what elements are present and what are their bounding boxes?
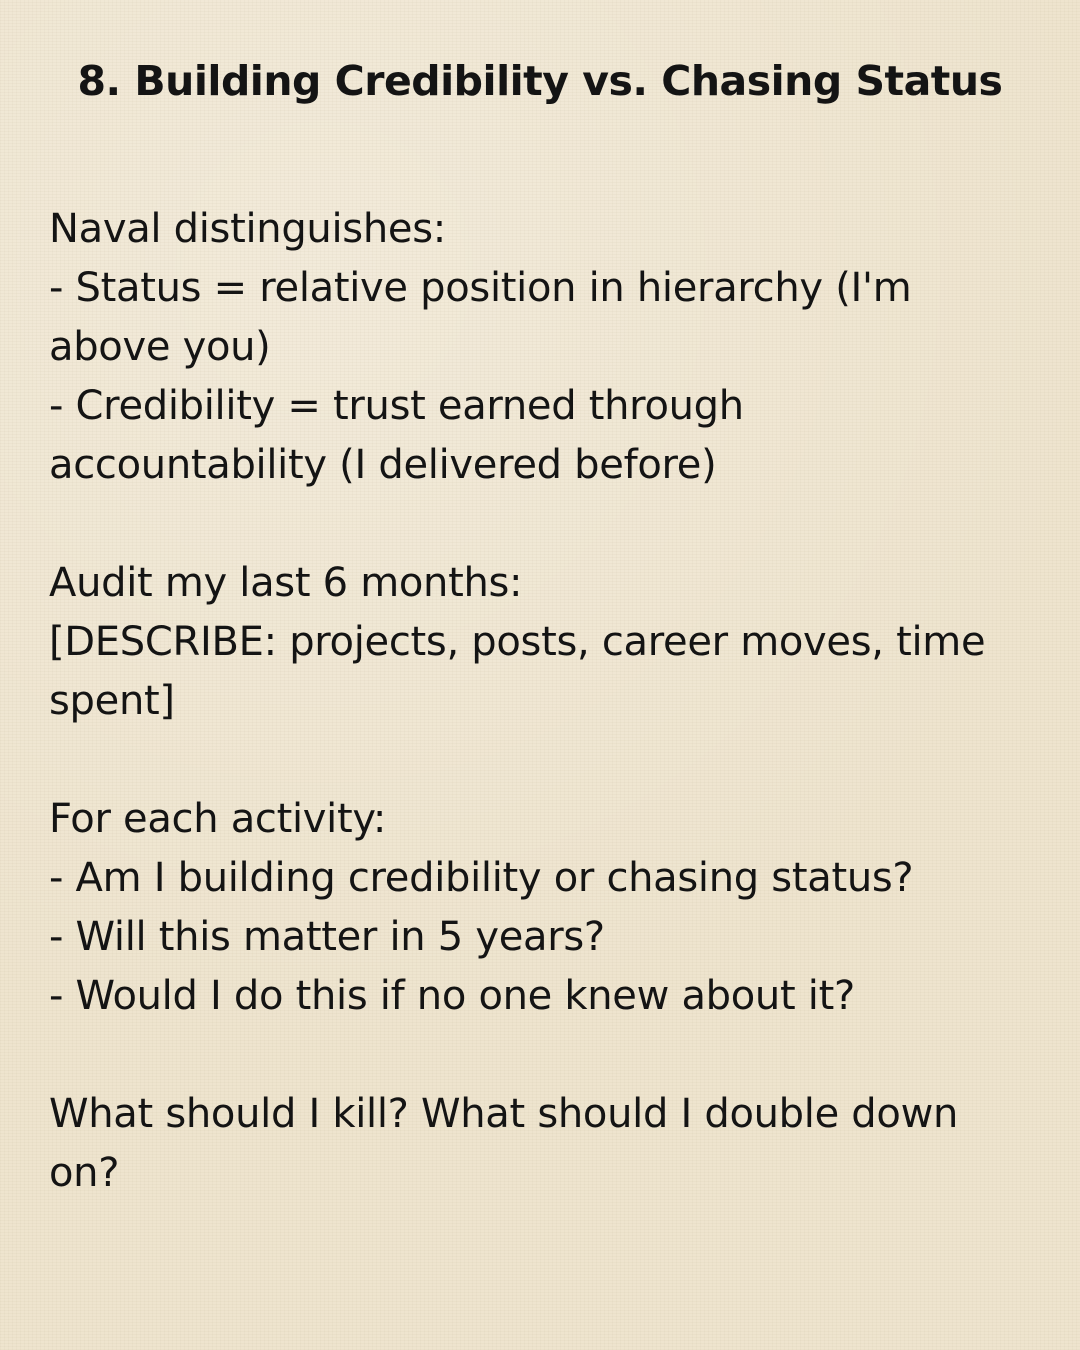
closing-line-1: What should I kill? What should I double down	[49, 1091, 959, 1137]
credibility-definition-line-2: accountability (I delivered before)	[49, 442, 717, 488]
page-title: 8. Building Credibility vs. Chasing Status	[77, 57, 1003, 105]
question-item: - Am I building credibility or chasing status?	[49, 855, 914, 901]
body-text	[49, 200, 1039, 1203]
audit-intro: Audit my last 6 months:	[49, 560, 523, 606]
question-item: - Would I do this if no one knew about it?	[49, 973, 855, 1019]
questions-intro: For each activity:	[49, 796, 387, 842]
status-definition-line-1: - Status = relative position in hierarchy (I'm	[49, 265, 912, 311]
closing-line-2: on?	[49, 1150, 120, 1196]
audit-describe-line-1: [DESCRIBE: projects, posts, career moves, time	[49, 619, 986, 665]
distinction-intro: Naval distinguishes:	[49, 206, 446, 252]
audit-describe-line-2: spent]	[49, 678, 175, 724]
credibility-definition-line-1: - Credibility = trust earned through	[49, 383, 744, 429]
question-item: - Will this matter in 5 years?	[49, 914, 605, 960]
status-definition-line-2: above you)	[49, 324, 271, 370]
paragraph-spacer	[49, 1026, 1039, 1085]
paragraph-spacer	[49, 495, 1039, 554]
paragraph-spacer	[49, 731, 1039, 790]
